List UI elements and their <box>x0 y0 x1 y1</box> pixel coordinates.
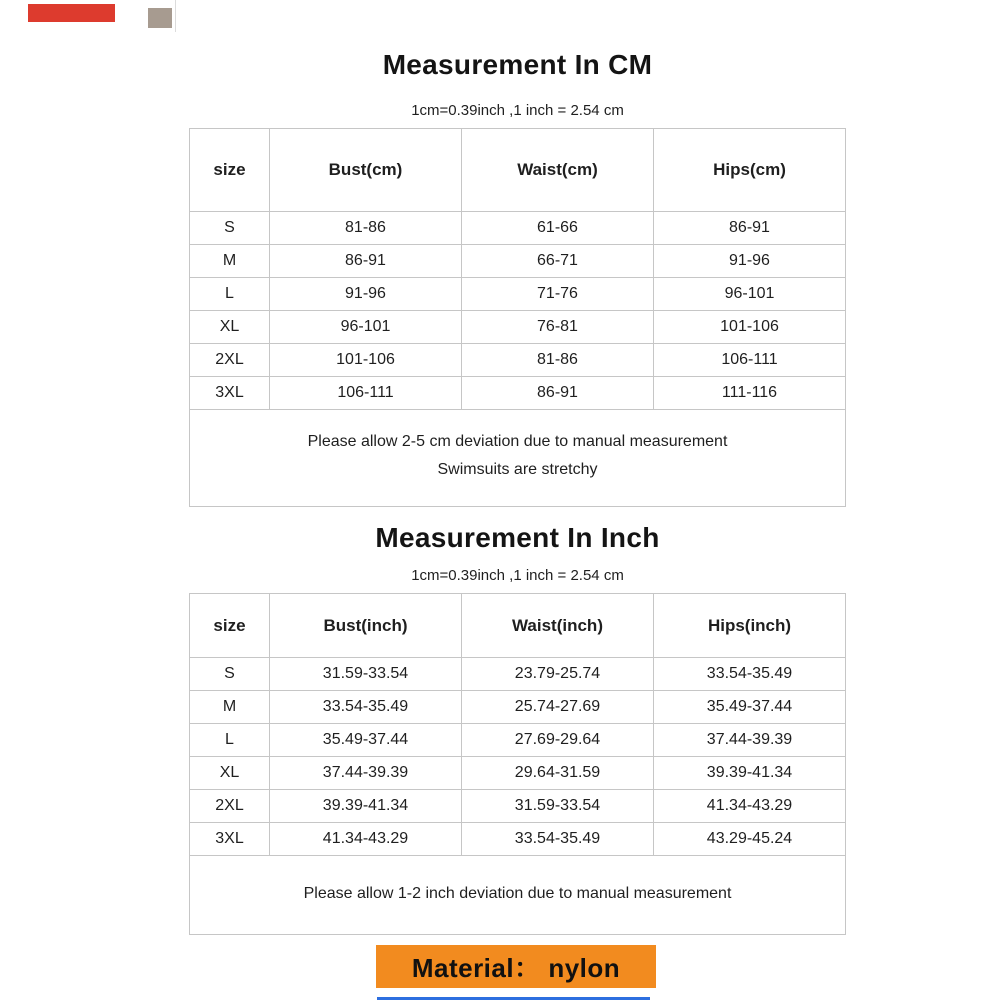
hips-cell: 86-91 <box>654 212 846 245</box>
bust-cell: 91-96 <box>270 278 462 311</box>
waist-cell: 29.64-31.59 <box>462 757 654 790</box>
size-cell: 3XL <box>190 377 270 410</box>
waist-cell: 86-91 <box>462 377 654 410</box>
hips-cell: 37.44-39.39 <box>654 724 846 757</box>
bust-cell: 106-111 <box>270 377 462 410</box>
hips-header: Hips(inch) <box>654 594 846 658</box>
bust-cell: 37.44-39.39 <box>270 757 462 790</box>
table-row <box>190 344 846 377</box>
bust-cell: 41.34-43.29 <box>270 823 462 856</box>
material-label: Material： nylon <box>411 953 621 983</box>
size-cell: S <box>190 658 270 691</box>
note-line-1: Please allow 2-5 cm deviation due to manual measurement <box>307 433 728 450</box>
size-cell: XL <box>190 757 270 790</box>
hips-cell: 111-116 <box>654 377 846 410</box>
size-cell: S <box>190 212 270 245</box>
measurement-note <box>190 856 846 935</box>
table-note-row <box>190 856 846 935</box>
size-cell: XL <box>190 311 270 344</box>
material-highlight <box>376 945 656 988</box>
size-cell: 2XL <box>190 344 270 377</box>
hips-cell: 101-106 <box>654 311 846 344</box>
size-cell: M <box>190 691 270 724</box>
bust-cell: 33.54-35.49 <box>270 691 462 724</box>
hips-cell: 96-101 <box>654 278 846 311</box>
cm-section-title: Measurement In CM <box>382 49 653 80</box>
table-row <box>190 377 846 410</box>
hips-cell: 41.34-43.29 <box>654 790 846 823</box>
size-cell: L <box>190 278 270 311</box>
waist-cell: 23.79-25.74 <box>462 658 654 691</box>
table-row <box>190 757 846 790</box>
size-header: size <box>190 594 270 658</box>
bust-header: Bust(cm) <box>270 129 462 212</box>
table-row <box>190 724 846 757</box>
table-row <box>190 658 846 691</box>
table-row <box>190 790 846 823</box>
size-header: size <box>190 129 270 212</box>
bust-header: Bust(inch) <box>270 594 462 658</box>
hips-header: Hips(cm) <box>654 129 846 212</box>
note-line-2: Swimsuits are stretchy <box>437 461 598 478</box>
waist-header: Waist(inch) <box>462 594 654 658</box>
hips-cell: 91-96 <box>654 245 846 278</box>
size-cell: L <box>190 724 270 757</box>
bust-cell: 35.49-37.44 <box>270 724 462 757</box>
hips-cell: 33.54-35.49 <box>654 658 846 691</box>
waist-cell: 27.69-29.64 <box>462 724 654 757</box>
waist-header: Waist(cm) <box>462 129 654 212</box>
hips-cell: 39.39-41.34 <box>654 757 846 790</box>
inch-conversion-note: 1cm=0.39inch ,1 inch = 2.54 cm <box>411 567 624 584</box>
size-cell: 3XL <box>190 823 270 856</box>
hips-cell: 35.49-37.44 <box>654 691 846 724</box>
size-cell: 2XL <box>190 790 270 823</box>
table-row <box>190 691 846 724</box>
waist-cell: 61-66 <box>462 212 654 245</box>
table-row <box>190 823 846 856</box>
table-row <box>190 311 846 344</box>
hips-cell: 106-111 <box>654 344 846 377</box>
waist-cell: 71-76 <box>462 278 654 311</box>
note-line-1: Please allow 1-2 inch deviation due to manual measurement <box>303 885 732 902</box>
table-row <box>190 278 846 311</box>
bust-cell: 101-106 <box>270 344 462 377</box>
waist-cell: 66-71 <box>462 245 654 278</box>
size-cell: M <box>190 245 270 278</box>
red-banner-fragment <box>28 4 115 22</box>
table-note-row <box>190 410 846 507</box>
waist-cell: 76-81 <box>462 311 654 344</box>
inch-size-table <box>189 593 846 935</box>
table-row <box>190 245 846 278</box>
size-chart-content <box>175 0 860 935</box>
cm-conversion-note: 1cm=0.39inch ,1 inch = 2.54 cm <box>411 102 624 119</box>
bust-cell: 39.39-41.34 <box>270 790 462 823</box>
bust-cell: 86-91 <box>270 245 462 278</box>
inch-section-title: Measurement In Inch <box>375 522 660 553</box>
waist-cell: 33.54-35.49 <box>462 823 654 856</box>
cm-size-table <box>189 128 846 507</box>
table-row <box>190 212 846 245</box>
hips-cell: 43.29-45.24 <box>654 823 846 856</box>
bust-cell: 81-86 <box>270 212 462 245</box>
bust-cell: 31.59-33.54 <box>270 658 462 691</box>
measurement-note <box>190 410 846 507</box>
table-header-row <box>190 594 846 658</box>
waist-cell: 25.74-27.69 <box>462 691 654 724</box>
waist-cell: 31.59-33.54 <box>462 790 654 823</box>
bust-cell: 96-101 <box>270 311 462 344</box>
waist-cell: 81-86 <box>462 344 654 377</box>
icon-fragment <box>148 8 172 28</box>
table-header-row <box>190 129 846 212</box>
